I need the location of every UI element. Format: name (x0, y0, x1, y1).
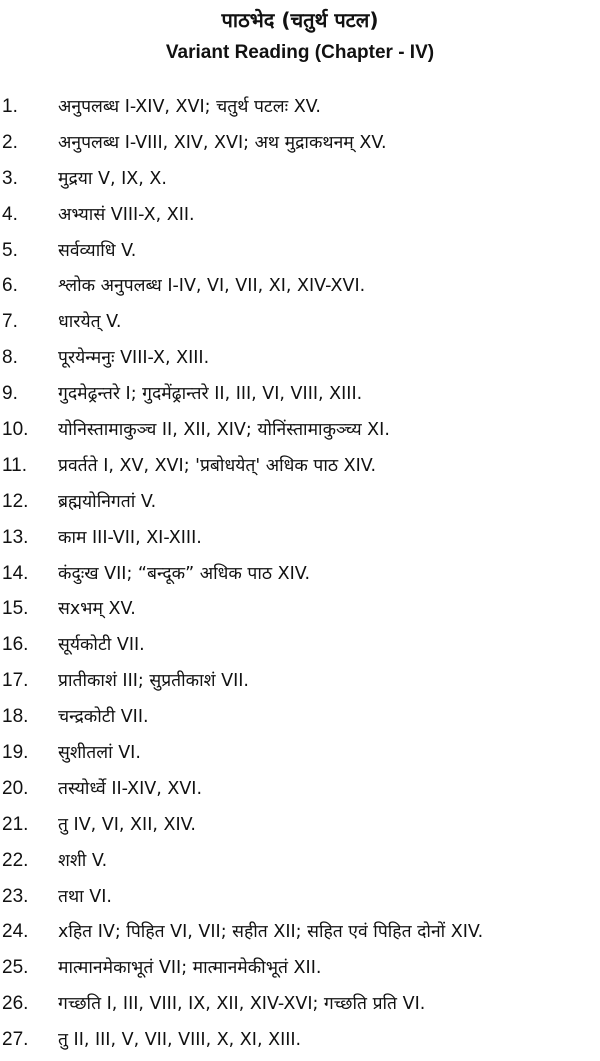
entry-number: 27. (2, 1029, 29, 1051)
list-item (0, 164, 600, 200)
entry-text: तु II, III, V, VII, VIII, X, XI, XIII. (58, 1030, 302, 1051)
entry-number: 20. (2, 777, 29, 799)
entry-text: अभ्यासं VIII-X, XII. (58, 204, 195, 225)
list-item (0, 523, 600, 559)
entry-number: 13. (2, 526, 29, 548)
entry-number: 17. (2, 670, 29, 692)
list-item (0, 559, 600, 595)
list-item (0, 989, 600, 1025)
list-item (0, 200, 600, 236)
list-item (0, 702, 600, 738)
entry-number: 9. (2, 383, 18, 405)
list-item (0, 343, 600, 379)
entry-text: ब्रह्मयोनिगतां V. (58, 491, 157, 512)
entry-number: 15. (2, 598, 29, 620)
entry-text: गुदमेढ्रन्तरे I; गुदमेंढ्रान्तरे II, III, VI, VIII, XIII. (58, 384, 363, 405)
entry-number: 3. (2, 167, 18, 189)
list-item (0, 379, 600, 415)
entry-number: 26. (2, 993, 29, 1015)
entry-number: 5. (2, 239, 18, 261)
entry-text: पूरयेन्मनुः VIII-X, XIII. (58, 348, 210, 369)
entry-text: कंदुःख VII; “बन्दूक” अधिक पाठ XIV. (58, 563, 311, 584)
entry-number: 18. (2, 706, 29, 728)
entry-number: 25. (2, 957, 29, 979)
variant-reading-list (0, 92, 600, 1061)
entry-text: चन्द्रकोटी VII. (58, 707, 149, 728)
list-item (0, 953, 600, 989)
entry-text: योनिस्तामाकुञ्च II, XII, XIV; योनिंस्तामाकुञ्च्य XI. (58, 420, 390, 441)
entry-text: तु IV, VI, XII, XIV. (58, 814, 196, 835)
entry-text: अनुपलब्ध I-XIV, XVI; चतुर्थ पटलः XV. (58, 97, 321, 117)
entry-text: काम III-VII, XI-XIII. (58, 527, 202, 548)
list-item (0, 236, 600, 272)
entry-text: सxभम् XV. (58, 599, 136, 620)
page-title-hindi: पाठभेद (चतुर्थ पटल) (221, 8, 379, 32)
entry-text: मात्मानमेकाभूतं VII; मात्मानमेकीभूतं XII. (58, 958, 322, 979)
entry-number: 6. (2, 275, 18, 297)
list-item (0, 128, 600, 164)
entry-number: 22. (2, 849, 29, 871)
list-item (0, 630, 600, 666)
entry-number: 11. (2, 454, 28, 476)
list-item (0, 594, 600, 630)
list-item (0, 307, 600, 343)
list-item (0, 271, 600, 307)
entry-text: अनुपलब्ध I-VIII, XIV, XVI; अथ मुद्राकथनम् XV. (58, 132, 387, 153)
list-item (0, 774, 600, 810)
list-item (0, 846, 600, 882)
entry-number: 1. (2, 96, 18, 117)
list-item (0, 666, 600, 702)
entry-number: 2. (2, 131, 18, 153)
entry-text: मुद्रया V, IX, X. (58, 168, 167, 189)
list-item (0, 1025, 600, 1061)
entry-number: 7. (2, 311, 18, 333)
entry-number: 4. (2, 203, 18, 225)
entry-text: सर्वव्याधि V. (58, 240, 137, 261)
list-item (0, 487, 600, 523)
entry-text: तस्योर्ध्वे II-XIV, XVI. (58, 778, 203, 799)
entry-text: प्रवर्तते I, XV, XVI; 'प्रबोधयेत्' अधिक पाठ XIV. (58, 455, 377, 476)
list-item (0, 882, 600, 918)
list-item (0, 738, 600, 774)
entry-number: 10. (2, 419, 29, 441)
entry-number: 24. (2, 921, 29, 943)
entry-number: 14. (2, 562, 29, 584)
page-title-english: Variant Reading (Chapter - IV) (165, 42, 435, 63)
list-item (0, 92, 600, 128)
entry-text: शशी V. (58, 850, 108, 871)
entry-text: xहित IV; पिहित VI, VII; सहीत XII; सहित एवं पिहित दोनों XIV. (58, 922, 484, 943)
list-item (0, 917, 600, 953)
entry-text: श्लोक अनुपलब्ध I-IV, VI, VII, XI, XIV-XVI. (58, 276, 366, 297)
entry-number: 21. (2, 813, 29, 835)
entry-text: गच्छति I, III, VIII, IX, XII, XIV-XVI; गच्छति प्रति VI. (58, 994, 426, 1015)
entry-number: 16. (2, 634, 29, 656)
list-item (0, 810, 600, 846)
entry-text: सुशीतलां VI. (58, 743, 141, 764)
entry-number: 19. (2, 742, 29, 764)
list-item (0, 415, 600, 451)
entry-text: धारयेत् V. (58, 312, 122, 333)
entry-number: 23. (2, 885, 29, 907)
entry-number: 12. (2, 490, 29, 512)
entry-text: तथा VI. (58, 886, 112, 907)
entry-text: प्रातीकाशं III; सुप्रतीकाशं VII. (58, 671, 249, 692)
entry-number: 8. (2, 347, 18, 369)
entry-text: सूर्यकोटी VII. (58, 635, 145, 656)
list-item (0, 451, 600, 487)
